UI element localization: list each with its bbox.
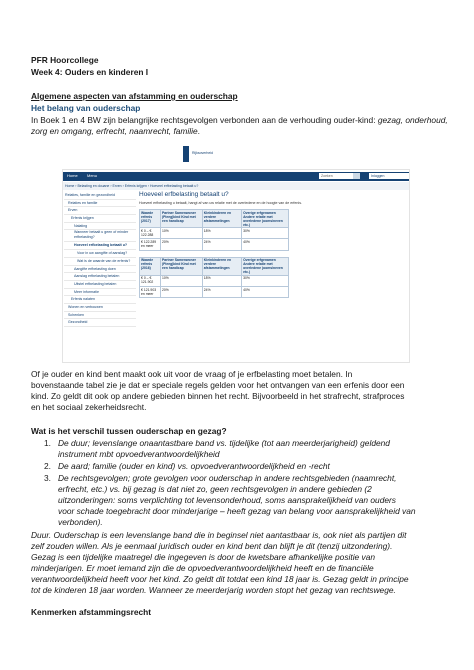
nav-menu[interactable]: Menu [87,173,98,178]
table-cell: € 0 – € 121.902 [140,275,161,286]
crest-icon [183,146,189,162]
sidebar-item[interactable]: Uitstel erfbelasting betalen [64,281,136,289]
table-cell: € 122.289 en meer [140,239,161,250]
duur-line: verantwoordelijkheid heeft voor het kind. Zo geldt dit totdat een kind 18 jaar is. Gezag geldt in principe [31,574,409,584]
sidebar-item[interactable]: Nalating [64,223,136,231]
sidebar-item[interactable]: Relaties en familie [64,200,136,208]
paragraph-line: Of je ouder en kind bent maakt ook uit voor de vraag of je erfbelasting moet betalen. In [31,369,353,379]
sidebar-item[interactable]: Wat is de waarde van de erfenis? [64,258,136,266]
sidebar-item[interactable]: Gezondheid [64,319,136,327]
table-cell: 18% [202,228,241,239]
sidebar-item[interactable]: Erfenis nalaten [64,296,136,304]
content-intro: Hoeveel erfbelasting u betaalt, hangt af van uw relatie met de overledene en de hoogte van de erfenis. [139,201,303,205]
duur-line: zelf zouden willen. Als je eenmaal juridisch ouder en kind bent dan blijft je dit (tenzij uitzondering). [31,541,393,551]
embedded-screenshot [62,169,410,363]
duur-line: Gezag is een tijdelijke maatregel die ingegeven is door de kwetsbare afhankelijke positie van [31,552,376,562]
table-header: Partner Samenwoner (Pleeg)kind Kind met een handicap [160,257,202,275]
breadcrumb: Home › Belasting en douane › Erven › Erfenis krijgen › Hoeveel erfbelasting betaalt u? [63,182,410,190]
content-title: Hoeveel erfbelasting betaalt u? [139,191,229,198]
paragraph-line: bovenstaande tabel zie je dat er speciale regels gelden voor het ontvangen van een erfenis door een [31,380,405,390]
table-cell: 30% [242,275,289,286]
list-item-line: erfrecht, etc.) vs. bij gezag is dat niet zo, geen rechtsgevolgen in andere gebieden (2 [58,484,372,494]
list-item-line: De rechtsgevolgen; grote gevolgen voor ouderschap in andere rechtsgebieden (naamrecht, [58,473,397,483]
crest-label: Rijksoverheid [192,151,214,155]
table-cell: 20% [160,286,202,297]
sidebar-item[interactable]: Wanneer betaalt u geen of minder erfbelasting? [64,230,136,242]
table-header: Kleinkinderen en verdere afstammelingen [202,257,241,275]
table-cell: 24% [202,286,241,297]
paragraph-boek: In Boek 1 en 4 BW zijn belangrijke rechtsgevolgen verbonden aan de verhouding ouder-kind: gezag, onderhoud, zorg en omgang, erfrecht, naamrecht, familie. [31,115,448,137]
heading-verschil: Wat is het verschil tussen ouderschap en gezag? [31,426,227,436]
list-number: 1. [44,438,51,448]
sidebar-item[interactable]: Aanslag erfbelasting betalen [64,273,136,281]
table-cell: 40% [242,286,289,297]
sidebar-item[interactable]: Erfenis krijgen [64,215,136,223]
nav-home[interactable]: Home [67,173,78,178]
subheading-belang: Het belang van ouderschap [31,103,141,113]
table-cell: 18% [202,275,241,286]
tax-table-2016 [139,257,289,299]
course-title: PFR Hoorcollege [31,55,99,65]
list-item-line: instrument mbt opvoedverantwoordelijkheid [58,449,220,459]
paragraph-line: kind. Zo geldt dit ook op andere gebieden binnen het recht. Bijvoorbeeld in het strafrecht, strafproces [31,391,405,401]
table-header: Partner Samenwoner (Pleeg)kind Kind met een handicap [160,210,202,228]
sidebar-item-active[interactable]: Hoeveel erfbelasting betaalt u? [64,242,136,250]
table-cell: € 0 – € 122.288 [140,228,161,239]
table-cell: € 121.903 en meer [140,286,161,297]
table-header: Overige erfgenamen Andere relatie met overledene (ooms/neven etc.) [242,257,289,275]
duur-line: minderjarigen. Er moet iemand zijn die de opvoedverantwoordelijkheid heeft en de financiële [31,563,374,573]
table-header: Overige erfgenamen Andere relatie met overledene (ooms/neven etc.) [242,210,289,228]
tax-table-2017 [139,209,289,251]
list-number: 2. [44,461,51,471]
site-search-input[interactable]: Zoeken [319,173,353,179]
list-item-line: verbonden). [58,517,103,527]
site-navbar [63,172,409,181]
sidebar-item[interactable]: Schenken [64,312,136,320]
sidebar-item[interactable]: Meer informatie [64,289,136,297]
section-heading-afstamming: Algemene aspecten van afstamming en ouderschap [31,91,238,101]
list-number: 3. [44,473,51,483]
login-button[interactable]: Inloggen [369,173,409,179]
sidebar-item[interactable]: Voor in uw aangifte of aanslag? [64,250,136,258]
list-item-line: voor schade toegebracht door minderjarige – heeft gezag van belang voor aansprakelijkheid van [58,506,416,516]
duur-line: Duur. Ouderschap is een levenslange band die in beginsel niet aantastbaar is, ook niet als partijen dit [31,530,407,540]
paragraph-line: en het sociaal zekerheidsrecht. [31,402,147,412]
table-header: Waarde erfenis (2016) [140,257,161,275]
week-title: Week 4: Ouders en kinderen I [31,67,149,77]
list-item-line: De duur; levenslange onaantastbare band vs. tijdelijke (tot aan meerderjarigheid) geldend [58,438,390,448]
table-cell: 30% [242,228,289,239]
sidebar-item[interactable]: Wonen en verbouwen [64,304,136,312]
table-cell: 10% [160,228,202,239]
table-cell: 20% [160,239,202,250]
sidebar-item[interactable]: Erven [64,207,136,215]
site-content [139,191,407,298]
table-cell: 24% [202,239,241,250]
sidebar-item[interactable]: Relaties, familie en gezondheid [64,192,136,200]
search-icon[interactable] [353,173,360,179]
table-cell: 40% [242,239,289,250]
heading-kenmerken: Kenmerken afstammingsrecht [31,607,152,617]
list-item-line: uitzonderingen: soms verplichting tot levensonderhoud, soms aansprakelijkheid van ouders [58,495,396,505]
table-header: Kleinkinderen en verdere afstammelingen [202,210,241,228]
list-item-line: De aard; familie (ouder en kind) vs. opvoedverantwoordelijkheid en -recht [58,461,330,471]
duur-line: tot de kinderen 18 jaar worden. Wanneer ze meerderjarig worden stopt het gezag van rechtswege. [31,585,396,595]
table-cell: 10% [160,275,202,286]
site-sidebar [64,192,136,327]
table-header: Waarde erfenis (2017) [140,210,161,228]
sidebar-item[interactable]: Aangifte erfbelasting doen [64,266,136,274]
